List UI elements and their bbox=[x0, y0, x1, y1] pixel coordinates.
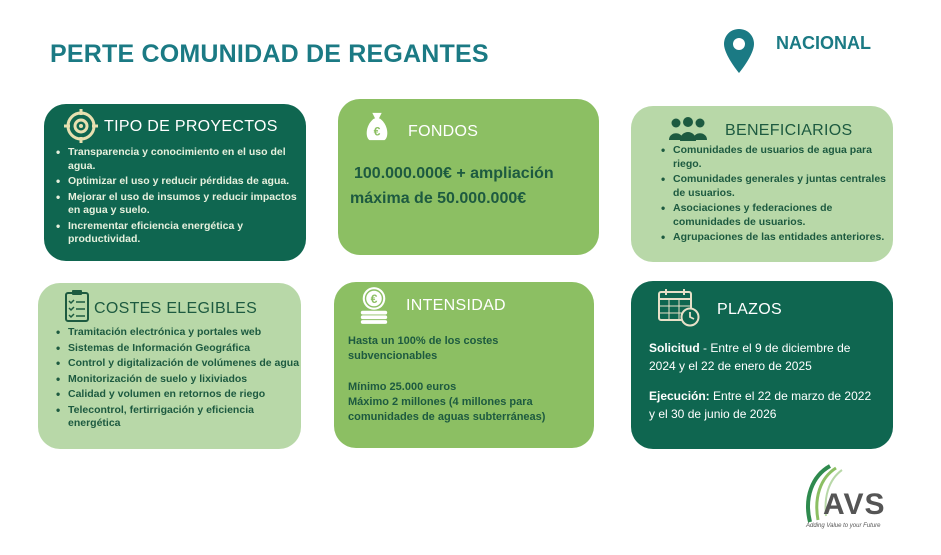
logo-name: AVS bbox=[823, 488, 886, 521]
plazos-solicitud bbox=[649, 339, 879, 375]
list-item: • Comunidades generales y juntas centrales de usuarios. bbox=[673, 173, 893, 200]
svg-text:€: € bbox=[370, 292, 378, 307]
beneficiarios-list bbox=[659, 144, 893, 247]
fondos-amount-extension: máxima de 50.000.000€ bbox=[350, 190, 527, 207]
intensidad-card bbox=[334, 282, 594, 448]
plazos-card bbox=[631, 281, 893, 449]
card-title: TIPO DE PROYECTOS bbox=[104, 118, 278, 135]
list-item: • Tramitación electrónica y portales web bbox=[68, 326, 303, 340]
card-title: INTENSIDAD bbox=[406, 297, 506, 314]
svg-text:€: € bbox=[373, 124, 381, 139]
list-item: • Sistemas de Información Geográfica bbox=[68, 342, 303, 356]
ejecucion-dates: Entre el 22 de marzo de 2022 y el 30 de junio de 2026 bbox=[649, 389, 872, 421]
list-item: • Optimizar el uso y reducir pérdidas de agua. bbox=[68, 175, 308, 189]
card-title: COSTES ELEGIBLES bbox=[94, 300, 258, 317]
costes-elegibles-card bbox=[38, 283, 301, 449]
tipo-proyectos-card bbox=[44, 104, 306, 261]
location-pin-icon bbox=[722, 28, 756, 74]
fondos-amount: 100.000.000€ + ampliación bbox=[354, 165, 554, 182]
people-group-icon bbox=[667, 116, 709, 142]
scope-label: NACIONAL bbox=[776, 33, 871, 53]
intensidad-min: Mínimo 25.000 euros bbox=[348, 381, 457, 393]
list-item: • Asociaciones y federaciones de comunidades de usuarios. bbox=[673, 202, 893, 229]
fondos-card bbox=[338, 99, 599, 255]
target-icon bbox=[64, 109, 98, 143]
intensidad-max: Máximo 2 millones (4 millones para comunidades de aguas subterráneas) bbox=[348, 396, 546, 423]
card-title: PLAZOS bbox=[717, 301, 782, 318]
page-title: PERTE COMUNIDAD DE REGANTES bbox=[50, 40, 489, 68]
list-item: • Incrementar eficiencia energética y productividad. bbox=[68, 220, 308, 247]
checklist-icon bbox=[64, 289, 90, 323]
coins-icon bbox=[358, 286, 390, 326]
solicitud-label: Solicitud bbox=[649, 341, 700, 355]
logo-tagline: Adding Value to your Future bbox=[806, 523, 881, 529]
card-title: FONDOS bbox=[408, 123, 479, 140]
costes-list bbox=[54, 326, 303, 433]
list-item: • Telecontrol, fertirrigación y eficiencia energética bbox=[68, 404, 303, 431]
card-title: BENEFICIARIOS bbox=[725, 122, 853, 139]
plazos-ejecucion bbox=[649, 387, 879, 423]
list-item: • Comunidades de usuarios de agua para riego. bbox=[673, 144, 893, 171]
calendar-clock-icon bbox=[657, 287, 701, 327]
ejecucion-label: Ejecución: bbox=[649, 389, 710, 403]
list-item: • Monitorización de suelo y lixiviados bbox=[68, 373, 303, 387]
list-item: • Transparencia y conocimiento en el uso del agua. bbox=[68, 146, 308, 173]
tipo-list bbox=[54, 146, 308, 249]
money-bag-icon bbox=[362, 109, 392, 143]
intensidad-coverage: Hasta un 100% de los costes subvencionables bbox=[348, 335, 499, 362]
list-item: • Mejorar el uso de insumos y reducir impactos en agua y suelo. bbox=[68, 191, 308, 218]
beneficiarios-card bbox=[631, 106, 893, 262]
list-item: • Calidad y volumen en retornos de riego bbox=[68, 388, 303, 402]
list-item: • Agrupaciones de las entidades anteriores. bbox=[673, 231, 893, 245]
list-item: • Control y digitalización de volúmenes de agua bbox=[68, 357, 303, 371]
solicitud-dates: - Entre el 9 de diciembre de 2024 y el 22 de enero de 2025 bbox=[649, 341, 851, 373]
